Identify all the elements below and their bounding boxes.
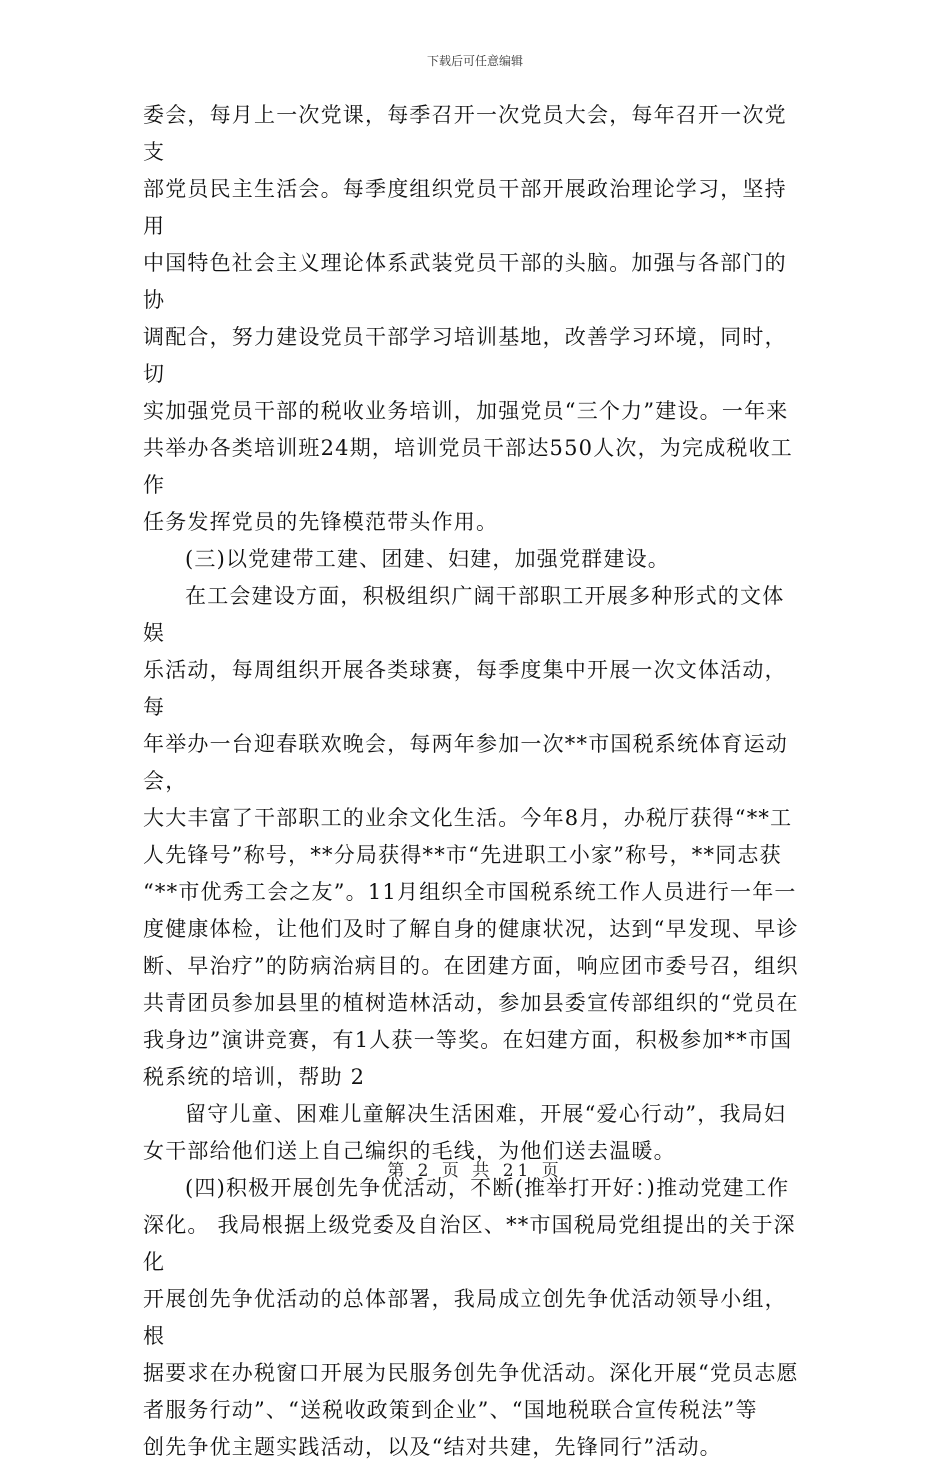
text-line: 度健康体检，让他们及时了解自身的健康状况，达到“早发现、早诊: [143, 917, 799, 941]
paragraph-2-heading: [143, 541, 803, 578]
text-line: 据要求在办税窗口开展为民服务创先争优活动。深化开展“党员志愿: [143, 1361, 799, 1385]
text-line: 我身边”演讲竞赛，有1人获一等奖。在妇建方面，积极参加**市国: [143, 1028, 793, 1052]
text-line: 开展创先争优活动的总体部署，我局成立创先争优活动领导小组，根: [143, 1287, 787, 1348]
page-header: 下载后可任意编辑: [426, 54, 523, 68]
text-line: “**市优秀工会之友”。11月组织全市国税系统工作人员进行一年一: [143, 880, 797, 904]
document-body: [143, 97, 803, 1466]
text-line: 人先锋号”称号，**分局获得**市“先进职工小家”称号，**同志获: [143, 843, 782, 867]
paragraph-1: [143, 97, 803, 541]
text-line: 乐活动，每周组织开展各类球赛，每季度集中开展一次文体活动，每: [143, 658, 787, 719]
text-line: 任务发挥党员的先锋模范带头作用。: [143, 510, 499, 534]
text-line: 部党员民主生活会。每季度组织党员干部开展政治理论学习，坚持用: [143, 177, 787, 238]
text-line: 深化。 我局根据上级党委及自治区、**市国税局党组提出的关于深化: [143, 1213, 796, 1274]
paragraph-3: [143, 578, 803, 1096]
text-line: 留守儿童、困难儿童解决生活困难，开展“爱心行动”，我局妇: [185, 1102, 787, 1126]
text-line: 年举办一台迎春联欢晚会，每两年参加一次**市国税系统体育运动会，: [143, 732, 788, 793]
text-line: 中国特色社会主义理论体系武装党员干部的头脑。加强与各部门的协: [143, 251, 787, 312]
paragraph-5: [143, 1170, 803, 1466]
text-line: 大大丰富了干部职工的业余文化生活。今年8月，办税厅获得“**工: [143, 806, 793, 830]
text-line: 在工会建设方面，积极组织广阔干部职工开展多种形式的文体娱: [143, 584, 785, 645]
text-line: 女干部给他们送上自己编织的毛线，为他们送去温暖。: [143, 1139, 676, 1163]
text-line: 实加强党员干部的税收业务培训，加强党员“三个力”建设。一年来: [143, 399, 789, 423]
text-line: 创先争优主题实践活动，以及“结对共建，先锋同行”活动。: [143, 1435, 722, 1459]
text-line: 税系统的培训，帮助 2: [143, 1065, 366, 1089]
text-line: 委会，每月上一次党课，每季召开一次党员大会，每年召开一次党支: [143, 103, 787, 164]
text-line: 共青团员参加县里的植树造林活动，参加县委宣传部组织的“党员在: [143, 991, 799, 1015]
text-line: 断、早治疗”的防病治病目的。在团建方面，响应团市委号召，组织: [143, 954, 799, 978]
text-line: (三)以党建带工建、团建、妇建，加强党群建设。: [185, 547, 670, 571]
text-line: 调配合，努力建设党员干部学习培训基地，改善学习环境，同时，切: [143, 325, 787, 386]
page-footer: 第 2 页 共 21 页: [387, 1161, 563, 1181]
text-line: 者服务行动”、“送税收政策到企业”、“国地税联合宣传税法”等: [143, 1398, 758, 1422]
text-line: 共举办各类培训班24期，培训党员干部达550人次，为完成税收工作: [143, 436, 794, 497]
text-line: (四)积极开展创先争优活动，不断(推举打开好：)推动党建工作: [185, 1176, 790, 1200]
